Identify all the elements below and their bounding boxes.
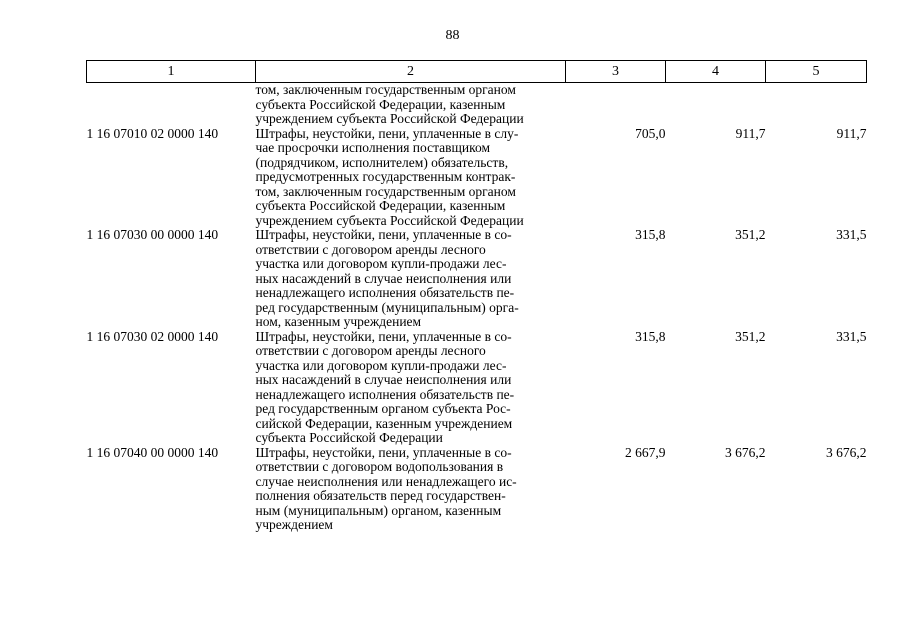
row-value-col4: 351,2 — [735, 328, 766, 344]
table-header-row — [87, 61, 867, 83]
row-code: 1 16 07030 00 0000 140 — [86, 227, 219, 242]
page-number: 88 — [445, 28, 460, 43]
row-description: том, заключенным государственным органом субъекта Российской Федерации, казенным учреждением субъекта Российской Федерации — [255, 82, 524, 126]
row-description: Штрафы, неустойки, пени, уплаченные в со- ответствии с договором аренды лесного участка или договором купли-продажи лес- ных насаждений в случае неисполнения или ненадлежащего исполнения обязательств пе- ред государственным (муниципальным) орга- ном, казенным учреждением — [255, 227, 519, 329]
header-col-5: 5 — [766, 61, 867, 83]
table-row — [87, 330, 867, 446]
row-value-col5: 331,5 — [836, 227, 867, 242]
header-col-4: 4 — [666, 61, 766, 83]
row-value-col3: 2 667,9 — [625, 444, 666, 460]
table-row — [87, 127, 867, 229]
row-description: Штрафы, неустойки, пени, уплаченные в со- ответствии с договором аренды лесного участка или договором купли-продажи лес- ных насаждений в случае неисполнения или ненадлежащего исполнения обязательств пе- ред государственным органом субъекта Рос- сийской Федерации, казенным учреждением субъекта Российской Федерации — [255, 328, 515, 445]
row-value-col4: 3 676,2 — [725, 444, 766, 460]
row-value-col3: 705,0 — [635, 125, 666, 141]
header-col-1: 1 — [87, 61, 256, 83]
row-value-col3: 315,8 — [635, 227, 666, 242]
row-value-col5: 3 676,2 — [826, 444, 867, 460]
table-row — [87, 446, 867, 533]
table-row — [87, 228, 867, 330]
header-col-3: 3 — [566, 61, 666, 83]
row-value-col4: 911,7 — [735, 125, 766, 141]
row-description: Штрафы, неустойки, пени, уплаченные в слу- чае просрочки исполнения поставщиком (подрядчиком, исполнителем) обязательств, предусмотренных государственным контрак- том, заключенным государственным органом субъекта Российской Федерации, казенным учреждением субъекта Российской Федерации — [255, 125, 524, 228]
table-row-continuation — [87, 83, 867, 127]
budget-table — [86, 60, 867, 533]
row-value-col4: 351,2 — [735, 227, 766, 242]
row-code: 1 16 07010 02 0000 140 — [86, 125, 219, 141]
header-col-2: 2 — [256, 61, 566, 83]
row-code — [87, 83, 256, 127]
row-value-col5: 331,5 — [836, 328, 867, 344]
row-value-col3: 315,8 — [635, 328, 666, 344]
row-code: 1 16 07040 00 0000 140 — [86, 444, 219, 460]
row-value-col5: 911,7 — [836, 125, 867, 141]
row-description: Штрафы, неустойки, пени, уплаченные в со- ответствии с договором водопользования в случае неисполнения или ненадлежащего ис- полнения обязательств перед государствен- ным (муниципальным) органом, казенным учреждением — [255, 444, 517, 532]
row-code: 1 16 07030 02 0000 140 — [86, 328, 219, 344]
